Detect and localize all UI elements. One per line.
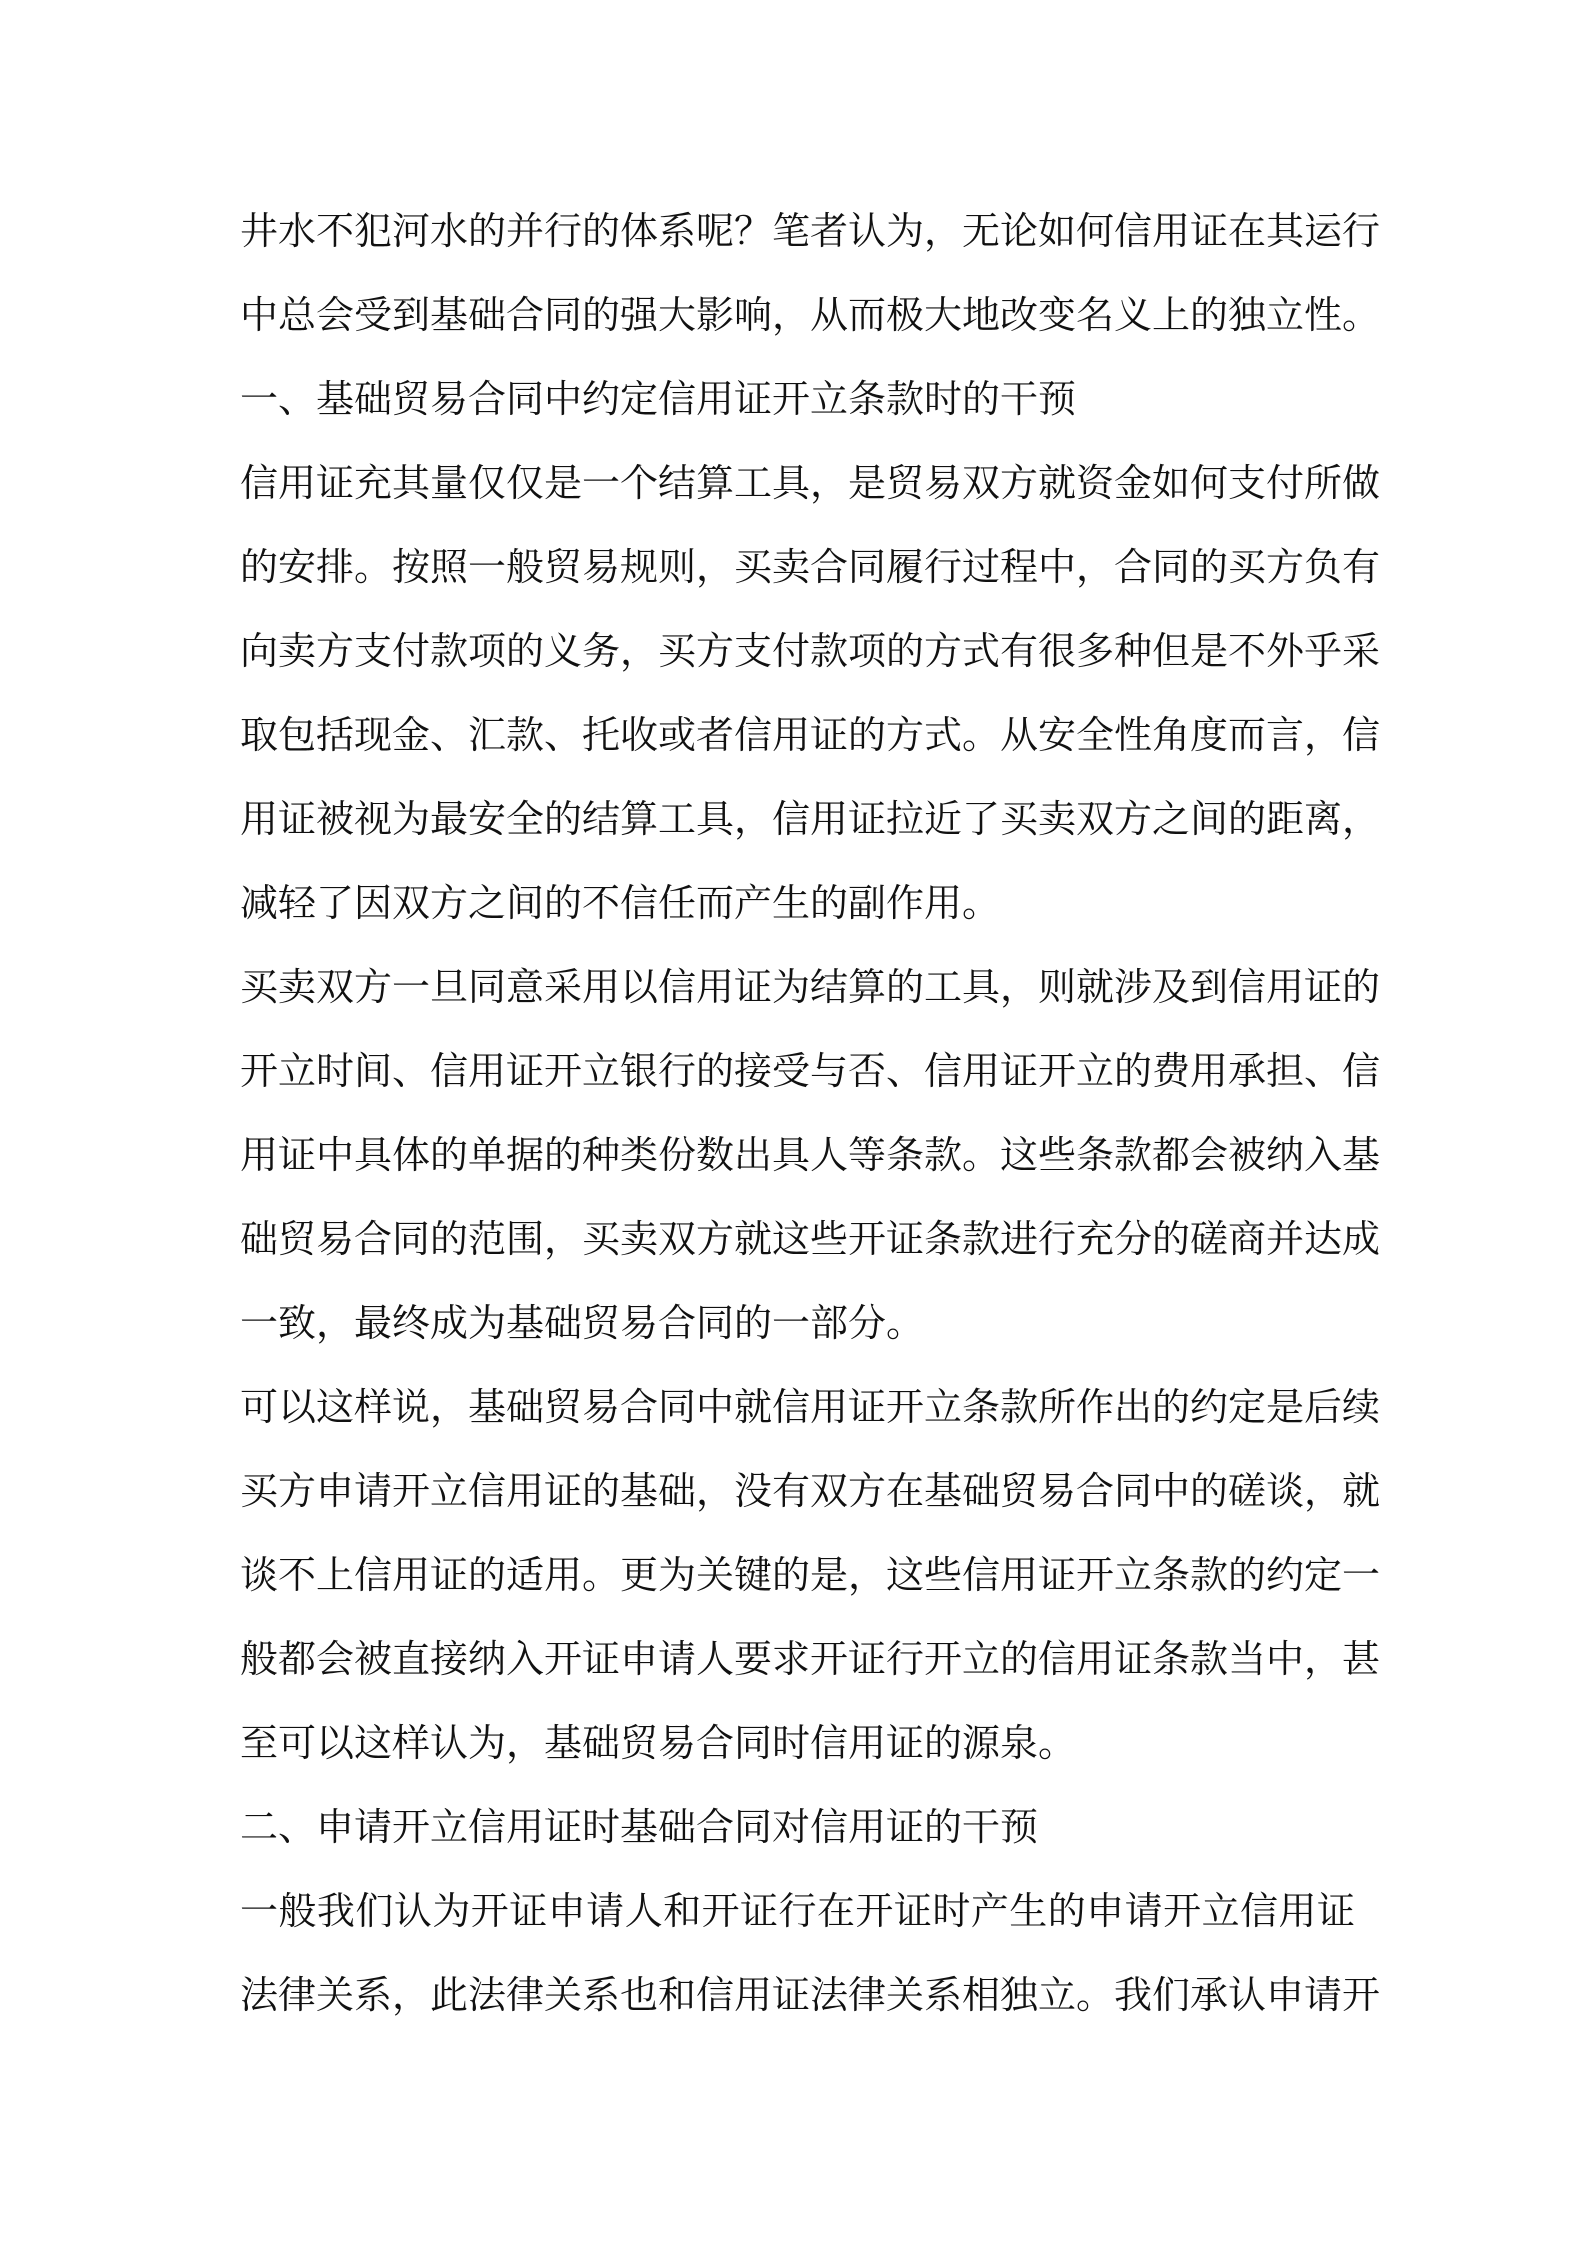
text-line: 的安排。按照一般贸易规则，买卖合同履行过程中，合同的买方负有 — [240, 545, 1381, 589]
text-line: 买卖双方一旦同意采用以信用证为结算的工具，则就涉及到信用证的 — [240, 965, 1381, 1009]
text-line: 一般我们认为开证申请人和开证行在开证时产生的申请开立信用证 — [240, 1889, 1355, 1933]
text-line: 础贸易合同的范围，买卖双方就这些开证条款进行充分的磋商并达成 — [240, 1217, 1381, 1261]
paragraph-issuing-terms — [240, 945, 1381, 1365]
text-line: 井水不犯河水的并行的体系呢？笔者认为，无论如何信用证在其运行 — [240, 209, 1381, 253]
text-line: 法律关系，此法律关系也和信用证法律关系相独立。我们承认申请开 — [240, 1973, 1381, 2017]
text-line: 一致，最终成为基础贸易合同的一部分。 — [240, 1301, 925, 1345]
document-body — [240, 189, 1381, 2037]
text-line: 中总会受到基础合同的强大影响，从而极大地改变名义上的独立性。 — [240, 293, 1381, 337]
paragraph-intro-continuation — [240, 189, 1381, 357]
text-line: 般都会被直接纳入开证申请人要求开证行开立的信用证条款当中，甚 — [240, 1637, 1381, 1681]
text-line: 信用证充其量仅仅是一个结算工具，是贸易双方就资金如何支付所做 — [240, 461, 1381, 505]
text-line: 用证被视为最安全的结算工具，信用证拉近了买卖双方之间的距离， — [240, 797, 1381, 841]
heading-line: 二、申请开立信用证时基础合同对信用证的干预 — [240, 1805, 1039, 1849]
paragraph-settlement-tool — [240, 441, 1381, 945]
text-line: 谈不上信用证的适用。更为关键的是，这些信用证开立条款的约定一 — [240, 1553, 1381, 1597]
section-heading-1 — [240, 357, 1355, 441]
heading-line: 一、基础贸易合同中约定信用证开立条款时的干预 — [240, 377, 1077, 421]
paragraph-contract-source — [240, 1365, 1381, 1785]
text-line: 买方申请开立信用证的基础，没有双方在基础贸易合同中的磋谈，就 — [240, 1469, 1381, 1513]
text-line: 至可以这样认为，基础贸易合同时信用证的源泉。 — [240, 1721, 1077, 1765]
text-line: 向卖方支付款项的义务，买方支付款项的方式有很多种但是不外乎采 — [240, 629, 1381, 673]
paragraph-application-relation — [240, 1869, 1381, 2037]
text-line: 取包括现金、汇款、托收或者信用证的方式。从安全性角度而言，信 — [240, 713, 1381, 757]
text-line: 可以这样说，基础贸易合同中就信用证开立条款所作出的约定是后续 — [240, 1385, 1381, 1429]
text-line: 减轻了因双方之间的不信任而产生的副作用。 — [240, 881, 1001, 925]
section-heading-2 — [240, 1785, 1355, 1869]
text-line: 用证中具体的单据的种类份数出具人等条款。这些条款都会被纳入基 — [240, 1133, 1381, 1177]
text-line: 开立时间、信用证开立银行的接受与否、信用证开立的费用承担、信 — [240, 1049, 1381, 1093]
